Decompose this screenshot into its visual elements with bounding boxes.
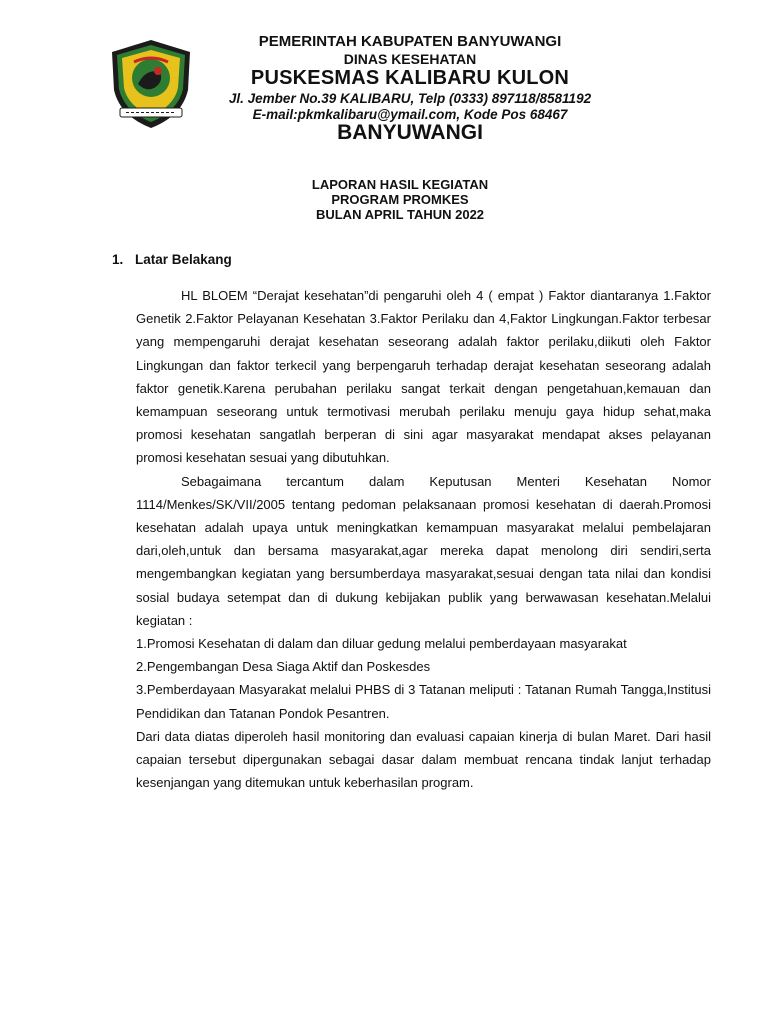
header-department: DINAS KESEHATAN (343, 51, 477, 67)
header-city: BANYUWANGI (337, 121, 483, 144)
report-period: BULAN APRIL TAHUN 2022 (315, 207, 485, 222)
header-address: Jl. Jember No.39 KALIBARU, Telp (0333) 897118/8581192 (228, 91, 592, 106)
paragraph: HL BLOEM “Derajat kesehatan”di pengaruhi oleh 4 ( empat ) Faktor diantaranya 1.Faktor Genetik 2.Faktor Pelayanan Kesehatan 3.Faktor Perilaku dan 4,Faktor Lingkungan.Faktor terbesar yang mempengaruhi derajat kesehatan seseorang adalah faktor perilaku,diikuti oleh Faktor Lingkungan dan faktor terkecil yang berpengaruh terhadap derajat kesehatan seseorang adalah faktor genetik.Karena perubahan perilaku sangat terkait dengan pengetahuan,kemauan dan kemampuan seseorang untuk termotivasi merubah perilaku menuju gaya hidup sehat,maka promosi kesehatan sangatlah berperan di sini agar masyarakat mendapat akses pelayanan promosi kesehatan sesuai yang dibutuhkan. (136, 288, 711, 466)
header-email: E-mail:pkmkalibaru@ymail.com, Kode Pos 68467 (252, 107, 568, 122)
list-item: 3.Pemberdayaan Masyarakat melalui PHBS di 3 Tatanan meliputi : Tatanan Rumah Tangga,Institusi Pendidikan dan Tatanan Pondok Pesantren. (136, 682, 711, 721)
header-government: PEMERINTAH KABUPATEN BANYUWANGI (258, 33, 562, 50)
header-institution: PUSKESMAS KALIBARU KULON (250, 67, 570, 89)
closing-paragraph: Dari data diatas diperoleh hasil monitoring dan evaluasi capaian kinerja di bulan Maret. Dari hasil capaian tersebut dipergunakan sebagai dasar dalam membuat rencana tindak lanjut terhadap kesenjangan yang ditemukan untuk keberhasilan program. (136, 728, 711, 791)
section-heading (112, 252, 232, 267)
report-title: LAPORAN HASIL KEGIATAN (311, 177, 489, 192)
list-item: 2.Pengembangan Desa Siaga Aktif dan Poskesdes (136, 659, 431, 675)
banyuwangi-emblem-icon (108, 38, 194, 130)
list-item: 1.Promosi Kesehatan di dalam dan diluar gedung melalui pemberdayaan masyarakat (136, 636, 627, 652)
section-body (136, 284, 711, 794)
paragraph: Sebagaimana tercantum dalam Keputusan Menteri Kesehatan Nomor 1114/Menkes/SK/VII/2005 tentang pedoman pelaksanaan promosi kesehatan di daerah.Promosi kesehatan adalah upaya untuk meningkatkan kemampuan masyarakat melalui pembelajaran dari,oleh,untuk dan bersama masyarakat,agar mereka dapat menolong diri sendiri,serta mengembangkan kegiatan yang bersumberdaya masyarakat,sesuai dengan tata nilai dan kondisi sosial budaya setempat dan di dukung kebijakan publik yang berwawasan kesehatan.Melalui kegiatan : (136, 473, 711, 628)
section-title: Latar Belakang (135, 252, 232, 267)
report-program: PROGRAM PROMKES (331, 192, 469, 207)
section-number: 1. (112, 252, 124, 267)
